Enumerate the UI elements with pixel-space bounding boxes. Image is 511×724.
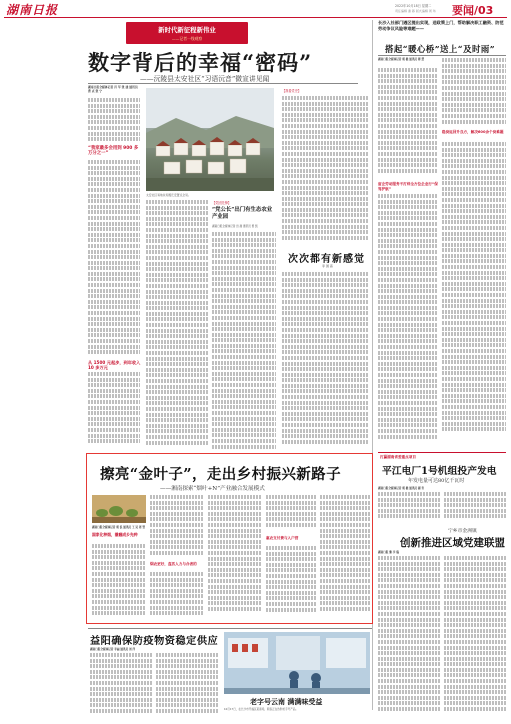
lead-story-col1c	[88, 372, 140, 450]
lead-story-col1b	[88, 160, 140, 360]
feature-banner	[126, 22, 248, 44]
right-top-kicker: 长沙入社部门遇区提出实现，送政策上门，帮助解决职工融资、防范劳动争议风险等难题——	[378, 20, 504, 31]
essay-col-bottom	[282, 272, 368, 450]
right-mid-rule	[378, 452, 506, 453]
main-feature-subhead2: 烟农更好，盘活入力与合者的	[150, 562, 197, 566]
right-top-col2	[442, 58, 506, 128]
bottom-left-col2	[156, 653, 218, 721]
bottom-left-col1	[90, 653, 152, 721]
bottom-left-rule	[88, 628, 372, 629]
right-top-col1b	[378, 194, 438, 448]
essay-col-top	[282, 96, 368, 246]
main-feature-col3	[208, 495, 262, 620]
village-scene-icon	[146, 88, 274, 191]
bottom-left-byline: 湖南日报全媒体记者 李丽 通讯员 刘 洋	[90, 648, 136, 651]
lead-story-col1	[88, 98, 140, 143]
page-section: 要闻/03	[452, 4, 494, 17]
lead-story-photo	[146, 88, 274, 191]
main-feature-col1	[92, 544, 146, 620]
main-feature-col2	[150, 495, 204, 559]
middle-byline: 湖南日报全媒体记者 田 甜 通讯员 曾 凯	[212, 225, 258, 228]
right-top-rule	[378, 55, 506, 56]
main-feature-subhead3: 惠农支付费与入户营	[266, 536, 299, 540]
middle-headline: “党公长”出门有生态农业产业园	[212, 207, 273, 220]
main-feature-col4	[266, 495, 316, 533]
masthead-logo: 湖南日报	[6, 3, 59, 17]
right-top-col1	[378, 68, 438, 178]
right-top-subhead2: 稳岗返回升良方，解决600余个岗难题	[442, 130, 504, 134]
tobacco-field-icon	[92, 495, 146, 523]
right-mid-subline: 年发电量可达80亿千瓦时	[408, 478, 465, 484]
main-feature-subhead1: 国家化种烟，撬翻成乡先种	[92, 532, 138, 537]
main-feature-col5	[320, 495, 370, 620]
right-bottom-col2	[444, 556, 506, 720]
main-feature-title: 擦亮“金叶子”，走出乡村振兴新路子	[100, 466, 341, 483]
main-feature-photo	[92, 495, 146, 523]
essay-byline: 李 国 高	[322, 264, 333, 268]
right-top-subhead1: 留企劳动服务不打烊全方位企业行“保驾护航”	[378, 182, 438, 191]
right-mid-label: 打赢湖南省委重点项目	[380, 455, 416, 459]
bottom-left-headline: 益阳确保防疫物资稳定供应	[90, 635, 219, 647]
bottom-photo-title: 老字号云南 满满味受益	[250, 697, 323, 706]
main-feature-byline: 湖南日报全媒体记者 胡 浪 通讯员 王 昊 周 翌	[92, 526, 146, 529]
right-mid-col2	[444, 492, 506, 522]
lead-story-title: 数字背后的幸福“密码”	[88, 50, 313, 75]
feature-banner-subtag: ——记者一线观察	[171, 35, 203, 41]
right-bottom-headline: 创新推进区域党建联盟	[400, 537, 505, 549]
masthead-date: 2022年10月18日 星期二	[395, 4, 432, 8]
lead-story-subhead2: 从 1500 元起步，到年收入 10 多万元	[88, 360, 141, 371]
right-top-col2b	[442, 142, 506, 448]
middle-col-text	[212, 232, 276, 450]
lead-story-subtitle: ——沅陵县太安社区“习语沅音”微宣讲见闻	[140, 75, 270, 83]
right-bottom-col1	[378, 556, 440, 720]
right-bottom-byline: 湖南日报 黎 李 瑞	[378, 551, 399, 554]
lead-story-col2	[146, 200, 208, 450]
essay-kicker: 【我看党史】	[282, 89, 302, 93]
main-feature-subtitle: ——湘南探索“烟叶+N”产业融合发展模式	[160, 486, 265, 492]
middle-kicker: 【党团先锋】	[212, 201, 232, 205]
essay-headline: 次次都有新感觉	[288, 254, 365, 265]
feature-banner-tag: 新时代新征程新伟业	[158, 26, 216, 34]
main-feature-col2b	[150, 572, 204, 620]
right-mid-col1	[378, 492, 440, 522]
masthead-rule	[4, 17, 507, 18]
right-mid-byline: 湖南日报全媒体记者 胡 健 通讯员 湖 青	[378, 487, 425, 490]
shop-interior-icon	[224, 632, 370, 694]
right-top-headline: 搭起“暖心桥”送上“及时雨”	[385, 44, 496, 54]
lead-story-byline: 湖南日报全媒体记者 肖 军 张 建 通讯员 曹 贞 张 宁	[88, 85, 138, 93]
masthead-editors: 责任编辑 谢 蓉 版式编辑 周 玮	[395, 9, 436, 13]
bottom-photo	[224, 632, 370, 694]
lead-story-rule	[88, 83, 358, 84]
main-feature-col4b	[266, 546, 316, 620]
right-mid-headline: 平江电厂1号机组投产发电	[382, 466, 497, 477]
lead-story-subhead1: “我家最多会用到 900 多万分之一”	[88, 146, 139, 157]
bottom-photo-caption: 10月17日，在长沙市开福区某商场，顾客正在选购老字号产品。	[224, 708, 299, 711]
right-bottom-kicker: 宁乡市金洲镇	[448, 529, 477, 534]
right-top-byline: 湖南日报全媒体记者 胡 健 通讯员 谭 慧	[378, 58, 425, 61]
lead-story-photo-caption: 太安社区易地扶贫搬迁安置点全景。	[146, 193, 191, 197]
